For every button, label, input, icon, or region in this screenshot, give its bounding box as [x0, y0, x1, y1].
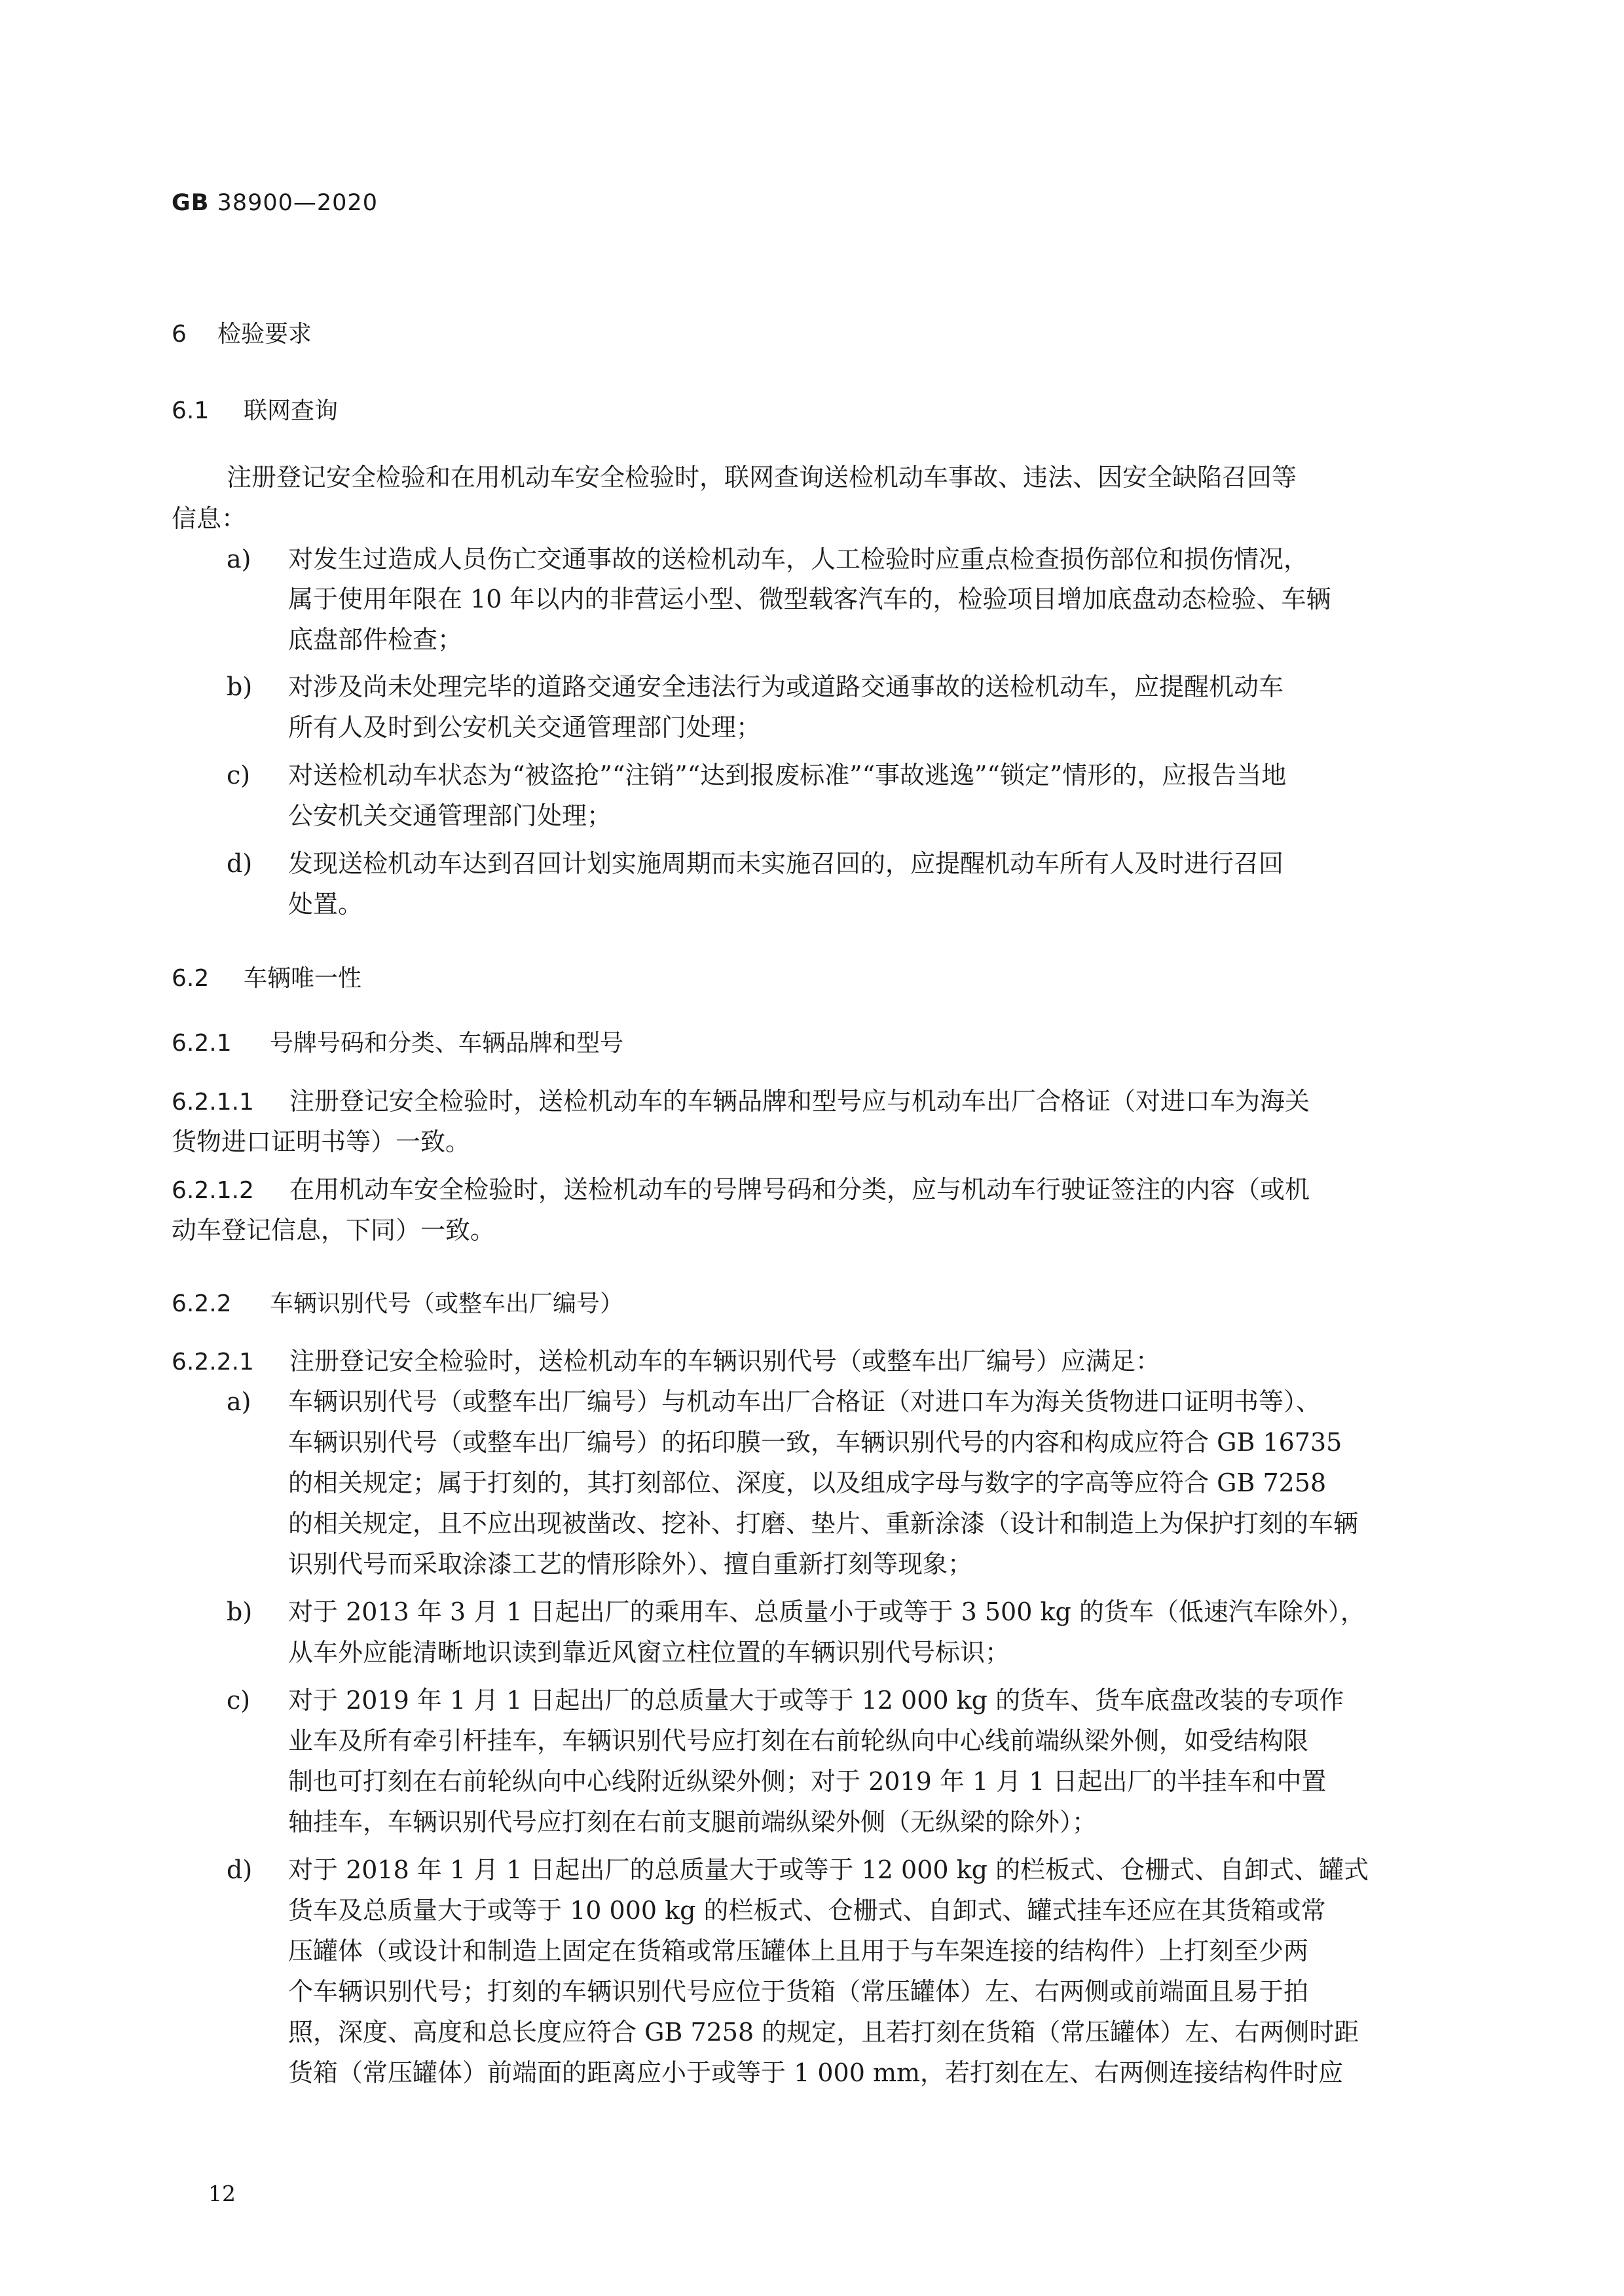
list-item-line: 处置。 [288, 890, 363, 919]
standard-number: 38900—2020 [217, 190, 378, 216]
section-number: 6 [172, 321, 187, 348]
section-6-heading [172, 316, 312, 349]
list-item-line: 属于使用年限在 10 年以内的非营运小型、微型载客汽车的，检验项目增加底盘动态检验、车辆 [288, 585, 1331, 613]
list-item-line: 压罐体（或设计和制造上固定在货箱或常压罐体上且用于与车架连接的结构件）上打刻至少两 [288, 1937, 1309, 1965]
section-number: 6.1 [172, 397, 210, 424]
section-title: 检验要求 [217, 321, 312, 348]
section-title: 联网查询 [244, 397, 339, 424]
clause-number: 6.2.2.1 [172, 1349, 254, 1376]
paragraph-line: 货物进口证明书等）一致。 [172, 1127, 471, 1156]
section-number: 6.2.1 [172, 1030, 232, 1057]
paragraph-line: 注册登记安全检验时，送检机动车的车辆识别代号（或整车出厂编号）应满足： [289, 1347, 1161, 1376]
section-number: 6.2 [172, 965, 210, 992]
standard-prefix: GB [172, 190, 210, 216]
section-number: 6.2.2 [172, 1290, 232, 1317]
clause-number: 6.2.1.2 [172, 1177, 254, 1204]
standard-code [172, 190, 378, 216]
list-item-line: 从车外应能清晰地识读到靠近风窗立柱位置的车辆识别代号标识； [288, 1638, 1010, 1667]
list-label: a) [227, 1387, 251, 1416]
clause-6-2-1-2 [172, 1177, 1310, 1203]
list-item-line: 货车及总质量大于或等于 10 000 kg 的栏板式、仓栅式、自卸式、罐式挂车还应在其货箱或常 [288, 1896, 1326, 1925]
list-item-line: 的相关规定，且不应出现被凿改、挖补、打磨、垫片、重新涂漆（设计和制造上为保护打刻的车辆 [288, 1509, 1359, 1538]
clause-number: 6.2.1.1 [172, 1089, 254, 1116]
list-item-line: 底盘部件检查； [288, 625, 463, 654]
section-6-1-heading [172, 392, 338, 426]
section-6-2-1-heading [172, 1025, 623, 1058]
paragraph-line: 信息： [172, 504, 247, 533]
list-item-line: 对于 2013 年 3 月 1 日起出厂的乘用车、总质量小于或等于 3 500 kg 的货车（低速汽车除外）， [288, 1597, 1365, 1626]
list-item-line: 对于 2018 年 1 月 1 日起出厂的总质量大于或等于 12 000 kg 的栏板式、仓栅式、自卸式、罐式 [288, 1855, 1369, 1884]
list-item-line: 照，深度、高度和总长度应符合 GB 7258 的规定，且若打刻在货箱（常压罐体）左、右两侧时距 [288, 2018, 1359, 2047]
list-item-line: 车辆识别代号（或整车出厂编号）与机动车出厂合格证（对进口车为海关货物进口证明书等）、 [288, 1387, 1321, 1416]
paragraph-line: 在用机动车安全检验时，送检机动车的号牌号码和分类，应与机动车行驶证签注的内容（或机 [289, 1175, 1310, 1204]
list-item-line: 个车辆识别代号；打刻的车辆识别代号应位于货箱（常压罐体）左、右两侧或前端面且易于拍 [288, 1977, 1309, 2006]
section-6-2-2-heading [172, 1285, 623, 1319]
list-item-line: 发现送检机动车达到召回计划实施周期而未实施召回的，应提醒机动车所有人及时进行召回 [288, 849, 1284, 878]
list-label: d) [227, 849, 253, 878]
list-item-line: 对于 2019 年 1 月 1 日起出厂的总质量大于或等于 12 000 kg 的货车、货车底盘改装的专项作 [288, 1686, 1344, 1715]
list-item-line: 对送检机动车状态为“被盗抢”“注销”“达到报废标准”“事故逃逸”“锁定”情形的，应报告当地 [288, 761, 1287, 790]
list-item-line: 业车及所有牵引杆挂车，车辆识别代号应打刻在右前轮纵向中心线前端纵梁外侧，如受结构限 [288, 1726, 1309, 1755]
list-item-line: 对发生过造成人员伤亡交通事故的送检机动车，人工检验时应重点检查损伤部位和损伤情况， [288, 545, 1309, 574]
list-item-line: 公安机关交通管理部门处理； [288, 801, 612, 830]
list-item-line: 轴挂车，车辆识别代号应打刻在右前支腿前端纵梁外侧（无纵梁的除外）； [288, 1808, 1098, 1836]
section-title: 车辆识别代号（或整车出厂编号） [270, 1290, 624, 1317]
list-item-line: 车辆识别代号（或整车出厂编号）的拓印膜一致，车辆识别代号的内容和构成应符合 GB 16735 [288, 1428, 1342, 1457]
list-item-line: 对涉及尚未处理完毕的道路交通安全违法行为或道路交通事故的送检机动车，应提醒机动车 [288, 672, 1284, 701]
list-item-line: 货箱（常压罐体）前端面的距离应小于或等于 1 000 mm，若打刻在左、右两侧连接结构件时应 [288, 2058, 1344, 2087]
list-item-line: 的相关规定；属于打刻的，其打刻部位、深度，以及组成字母与数字的字高等应符合 GB 7258 [288, 1468, 1327, 1497]
list-label: c) [227, 761, 251, 790]
paragraph-line: 动车登记信息，下同）一致。 [172, 1216, 496, 1245]
list-label: c) [227, 1686, 251, 1715]
list-item-line: 制也可打刻在右前轮纵向中心线附近纵梁外侧；对于 2019 年 1 月 1 日起出厂的半挂车和中置 [288, 1767, 1327, 1796]
paragraph-line: 注册登记安全检验时，送检机动车的车辆品牌和型号应与机动车出厂合格证（对进口车为海关 [289, 1087, 1310, 1116]
list-item-line: 所有人及时到公安机关交通管理部门处理； [288, 713, 762, 742]
section-title: 车辆唯一性 [244, 965, 362, 992]
list-label: b) [227, 1597, 253, 1626]
list-label: a) [227, 545, 251, 574]
list-label: d) [227, 1855, 253, 1884]
clause-6-2-1-1 [172, 1089, 1310, 1114]
clause-6-2-2-1 [172, 1349, 1160, 1374]
list-label: b) [227, 672, 253, 701]
section-6-2-heading [172, 960, 361, 993]
list-item-line: 识别代号而采取涂漆工艺的情形除外）、擅自重新打刻等现象； [288, 1550, 973, 1578]
section-title: 号牌号码和分类、车辆品牌和型号 [270, 1030, 624, 1057]
page-number: 12 [208, 2181, 236, 2206]
paragraph-line: 注册登记安全检验和在用机动车安全检验时，联网查询送检机动车事故、违法、因安全缺陷召回等 [227, 463, 1297, 492]
